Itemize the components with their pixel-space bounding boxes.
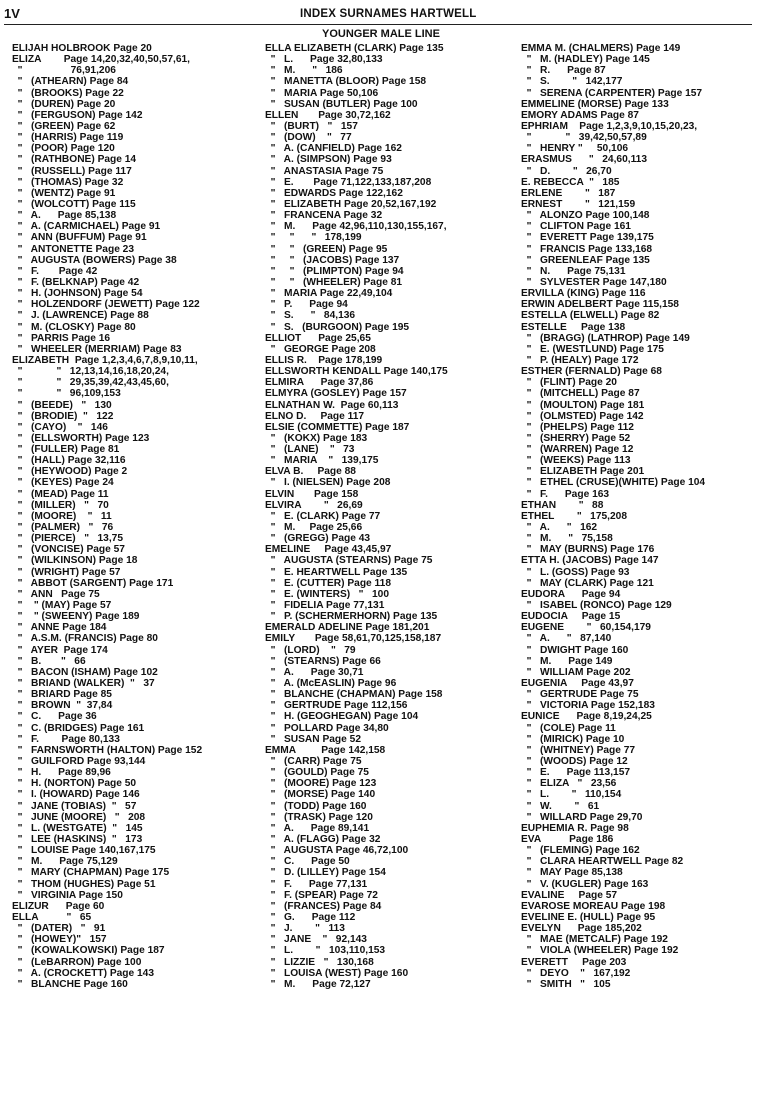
index-entry: E. REBECCA " 185 <box>521 176 620 188</box>
index-entry: ESTELLE Page 138 <box>521 321 626 333</box>
index-entry: " H. (JOHNSON) Page 54 <box>12 288 143 300</box>
index-entry: " (LORD) " 79 <box>265 644 356 656</box>
index-entry: " (POOR) Page 120 <box>12 143 115 155</box>
index-entry: " CLIFTON Page 161 <box>521 221 631 233</box>
index-entry: " MAE (METCALF) Page 192 <box>521 934 668 946</box>
index-entry: EUDOCIA Page 15 <box>521 611 621 623</box>
index-entry: " (FRANCES) Page 84 <box>265 900 382 912</box>
index-entry: " MARY (CHAPMAN) Page 175 <box>12 867 170 879</box>
index-entry: " MAY (CLARK) Page 121 <box>521 577 654 589</box>
index-entry: " " (SWEENY) Page 189 <box>12 611 140 623</box>
index-entry: " (WENTZ) Page 91 <box>12 187 116 199</box>
index-entry: " (SHERRY) Page 52 <box>521 432 631 444</box>
index-entry: " AUGUSTA Page 46,72,100 <box>265 845 409 857</box>
index-entry: " BRIAND (WALKER) " 37 <box>12 678 155 690</box>
index-entry: " MARIA Page 50,106 <box>265 87 379 99</box>
index-entry: EUDORA Page 94 <box>521 588 621 600</box>
index-entry: " ANASTASIA Page 75 <box>265 165 384 177</box>
index-entry: " A. Page 89,141 <box>265 822 370 834</box>
index-entry: " E. Page 113,157 <box>521 767 631 779</box>
index-entry: " BROWN " 37,84 <box>12 700 113 712</box>
index-entry: EMMELINE (MORSE) Page 133 <box>521 98 669 110</box>
index-entry: " M. Page 75,129 <box>12 856 118 868</box>
index-entry: " ANN (BUFFUM) Page 91 <box>12 232 147 244</box>
index-entry: " C. Page 50 <box>265 856 350 868</box>
index-entry: EMMA M. (CHALMERS) Page 149 <box>521 43 681 54</box>
index-entry: " H. (GEOGHEGAN) Page 104 <box>265 711 419 723</box>
index-entry: " (STEARNS) Page 66 <box>265 655 381 667</box>
index-entry: EVALINE Page 57 <box>521 889 618 901</box>
index-entry: " E. (WINTERS) " 100 <box>265 588 390 600</box>
index-entry: " LIZZIE " 130,168 <box>265 956 374 968</box>
index-entry: ETHEL " 175,208 <box>521 510 627 522</box>
index-entry: " (GOULD) Page 75 <box>265 767 369 779</box>
index-entry: " A. " 162 <box>521 522 598 534</box>
page-number: 1V <box>4 6 20 21</box>
index-entry: " " (PLIMPTON) Page 94 <box>265 265 404 277</box>
index-entry: " (ELLSWORTH) Page 123 <box>12 432 150 444</box>
index-entry: " E. (CLARK) Page 77 <box>265 510 381 522</box>
index-entry: " S. " 84,136 <box>265 310 356 322</box>
page-header: INDEX SURNAMES HARTWELL <box>300 8 477 20</box>
index-entry: " M. (CLOSKY) Page 80 <box>12 321 136 333</box>
index-entry: " A.S.M. (FRANCIS) Page 80 <box>12 633 158 645</box>
index-entry: " (GREGG) Page 43 <box>265 533 371 545</box>
index-entry: ELVA B. Page 88 <box>265 466 356 478</box>
index-entry: " A. Page 85,138 <box>12 210 117 222</box>
index-entry: " GREENLEAF Page 135 <box>521 254 650 266</box>
index-entry: ELSIE (COMMETTE) Page 187 <box>265 421 410 433</box>
index-entry: " A. (McEASLIN) Page 96 <box>265 678 397 690</box>
index-column-3 <box>521 43 760 990</box>
index-entry: " GUILFORD Page 93,144 <box>12 756 146 767</box>
index-entry: EMELINE Page 43,45,97 <box>265 544 392 556</box>
index-entry: " (DUREN) Page 20 <box>12 98 116 110</box>
index-entry: " WILLIAM Page 202 <box>521 666 631 678</box>
index-entry: " (ATHEARN) Page 84 <box>12 76 129 88</box>
index-entry: " (VONCISE) Page 57 <box>12 544 125 556</box>
index-entry: " POLLARD Page 34,80 <box>265 722 389 734</box>
index-entry: " " 39,42,50,57,89 <box>521 132 647 144</box>
index-entry: " (FLEMING) Page 162 <box>521 845 640 857</box>
index-entry: " (GREEN) Page 62 <box>12 120 116 132</box>
index-entry: " BLANCHE Page 160 <box>12 978 128 990</box>
index-entry: " DEYO " 167,192 <box>521 967 631 979</box>
index-entry: " (WOODS) Page 12 <box>521 756 628 767</box>
index-entry: " M. " 186 <box>265 65 343 77</box>
index-entry: " S. " 142,177 <box>521 76 623 88</box>
index-entry: ELVIRA " 26,69 <box>265 499 363 511</box>
index-entry: " SERENA (CARPENTER) Page 157 <box>521 87 703 99</box>
index-entry: " (MOULTON) Page 181 <box>521 399 645 411</box>
index-entry: " (MOORE) Page 123 <box>265 778 377 790</box>
index-entry: " AUGUSTA (BOWERS) Page 38 <box>12 254 177 266</box>
index-entry: " ELIZABETH Page 201 <box>521 466 645 478</box>
index-entry: ELNATHAN W. Page 60,113 <box>265 399 399 411</box>
index-entry: " " (GREEN) Page 95 <box>265 243 388 255</box>
index-entry: " (BEEDE) " 130 <box>12 399 112 411</box>
index-entry: " (FERGUSON) Page 142 <box>12 109 143 121</box>
index-entry: " ANNE Page 184 <box>12 622 107 634</box>
index-entry: " (WHITNEY) Page 77 <box>521 744 636 756</box>
index-entry: ELLEN Page 30,72,162 <box>265 109 391 121</box>
index-entry: " VIOLA (WHEELER) Page 192 <box>521 945 679 957</box>
index-entry: " FRANCENA Page 32 <box>265 210 383 222</box>
index-entry: " (OLMSTED) Page 142 <box>521 410 644 422</box>
index-entry: " (MITCHELL) Page 87 <box>521 388 640 400</box>
index-entry: " BRIARD Page 85 <box>12 689 112 701</box>
index-entry: " (RATHBONE) Page 14 <box>12 154 137 166</box>
index-entry: " FARNSWORTH (HALTON) Page 152 <box>12 744 203 756</box>
index-entry: " R. Page 87 <box>521 65 606 77</box>
index-entry: " JANE (TOBIAS) " 57 <box>12 800 137 812</box>
index-entry: " SUSAN Page 52 <box>265 733 361 745</box>
index-entry: " A. Page 30,71 <box>265 666 364 678</box>
index-entry: " FRANCIS Page 133,168 <box>521 243 653 255</box>
index-entry: " MAY Page 85,138 <box>521 867 623 879</box>
index-entry: " ANTONETTE Page 23 <box>12 243 135 255</box>
index-entry: " (BURT) " 157 <box>265 120 358 132</box>
index-entry: " (COLE) Page 11 <box>521 722 616 734</box>
index-entry: EVERETT Page 203 <box>521 956 627 968</box>
index-entry: " M. Page 149 <box>521 655 613 667</box>
index-entry: " LOUISE Page 140,167,175 <box>12 845 156 857</box>
index-entry: ELLA " 65 <box>12 911 92 923</box>
index-entry: " (FULLER) Page 81 <box>12 444 120 456</box>
index-entry: " L. (WESTGATE) " 145 <box>12 822 143 834</box>
index-entry: " A. (FLAGG) Page 32 <box>265 833 381 845</box>
index-entry: " JANE " 92,143 <box>265 934 367 946</box>
index-entry: " A. (CANFIELD) Page 162 <box>265 143 402 155</box>
index-entry: ESTHER (FERNALD) Page 68 <box>521 366 662 378</box>
index-entry: ELLIOT Page 25,65 <box>265 332 371 344</box>
index-entry: EVA Page 186 <box>521 833 614 845</box>
index-entry: ELIZUR Page 60 <box>12 900 105 912</box>
index-entry: EMILY Page 58,61,70,125,158,187 <box>265 633 442 645</box>
index-entry: EVELYN Page 185,202 <box>521 923 642 935</box>
index-entry: " M. Page 42,96,110,130,155,167, <box>265 221 447 233</box>
index-entry: " A. (SIMPSON) Page 93 <box>265 154 392 166</box>
index-entry: " GERTRUDE Page 112,156 <box>265 700 408 712</box>
index-entry: " M. " 75,158 <box>521 533 613 545</box>
index-entry: " " 29,35,39,42,43,45,60, <box>12 377 169 389</box>
index-entry: ERNEST " 121,159 <box>521 198 636 210</box>
index-entry: " M. Page 72,127 <box>265 978 371 990</box>
index-entry: " (WILKINSON) Page 18 <box>12 555 138 567</box>
index-entry: " A. (CARMICHAEL) Page 91 <box>12 221 161 233</box>
index-entry: " (THOMAS) Page 32 <box>12 176 124 188</box>
index-entry: " (HEYWOOD) Page 2 <box>12 466 128 478</box>
index-entry: ELLIS R. Page 178,199 <box>265 354 383 366</box>
index-entry: " (HOWEY)" 157 <box>12 934 107 946</box>
index-entry: " (HARRIS) Page 119 <box>12 132 124 144</box>
index-entry: " ABBOT (SARGENT) Page 171 <box>12 577 174 589</box>
index-entry: " (TODD) Page 160 <box>265 800 367 812</box>
index-entry: " (PIERCE) " 13,75 <box>12 533 124 545</box>
index-entry: " (MOORE) " 11 <box>12 510 112 522</box>
index-entry: " GEORGE Page 208 <box>265 343 376 355</box>
index-entry: " (TRASK) Page 120 <box>265 811 373 823</box>
index-entry: " HOLZENDORF (JEWETT) Page 122 <box>12 299 200 311</box>
index-entry: ERWIN ADELBERT Page 115,158 <box>521 299 679 311</box>
index-entry: " F. Page 42 <box>12 265 98 277</box>
index-entry: " E. HEARTWELL Page 135 <box>265 566 408 578</box>
index-entry: ELIZABETH Page 1,2,3,4,6,7,8,9,10,11, <box>12 354 198 366</box>
index-entry: ELVIN Page 158 <box>265 488 359 500</box>
index-entry: " (BRAGG) (LATHROP) Page 149 <box>521 332 690 344</box>
index-entry: " SMITH " 105 <box>521 978 611 990</box>
index-entry: " MAY (BURNS) Page 176 <box>521 544 655 556</box>
index-entry: " F. Page 80,133 <box>12 733 120 745</box>
index-entry: " MARIA " 139,175 <box>265 455 379 467</box>
index-entry: " F. (SPEAR) Page 72 <box>265 889 378 901</box>
index-entry: " E. Page 71,122,133,187,208 <box>265 176 432 188</box>
index-entry: " M. (HADLEY) Page 145 <box>521 54 650 66</box>
index-entry: ELMIRA Page 37,86 <box>265 377 374 389</box>
index-entry: " (FLINT) Page 20 <box>521 377 617 389</box>
index-entry: ERVILLA (KING) Page 116 <box>521 288 646 300</box>
index-entry: " J. (LAWRENCE) Page 88 <box>12 310 149 322</box>
index-entry: " (BROOKS) Page 22 <box>12 87 124 99</box>
index-entry: " ELIZA " 23,56 <box>521 778 617 790</box>
index-entry: " 76,91,206 <box>12 65 116 77</box>
index-entry: " (WRIGHT) Page 57 <box>12 566 121 578</box>
index-entry: " B. " 66 <box>12 655 86 667</box>
index-entry: " A. " 87,140 <box>521 633 612 645</box>
index-entry: " C. (BRIDGES) Page 161 <box>12 722 145 734</box>
index-entry: " (MEAD) Page 11 <box>12 488 109 500</box>
index-entry: ELMYRA (GOSLEY) Page 157 <box>265 388 407 400</box>
index-entry: " M. Page 25,66 <box>265 522 363 534</box>
index-entry: " AYER Page 174 <box>12 644 108 656</box>
index-entry: " SUSAN (BUTLER) Page 100 <box>265 98 418 110</box>
index-entry: " (BRODIE) " 122 <box>12 410 114 422</box>
index-column-2 <box>265 43 515 990</box>
index-entry: ERASMUS " 24,60,113 <box>521 154 648 166</box>
index-entry: " V. (KUGLER) Page 163 <box>521 878 649 890</box>
index-entry: " (WEEKS) Page 113 <box>521 455 631 467</box>
index-entry: " W. " 61 <box>521 800 600 812</box>
index-entry: EMERALD ADELINE Page 181,201 <box>265 622 430 634</box>
index-entry: " (DOW) " 77 <box>265 132 352 144</box>
index-entry: " D. " 26,70 <box>521 165 612 177</box>
index-entry: " N. Page 75,131 <box>521 265 626 277</box>
index-entry: " D. (LILLEY) Page 154 <box>265 867 386 879</box>
index-entry: " BACON (ISHAM) Page 102 <box>12 666 158 678</box>
index-entry: " " " 178,199 <box>265 232 362 244</box>
index-entry: " " (MAY) Page 57 <box>12 600 112 612</box>
index-entry: " (MORSE) Page 140 <box>265 789 376 801</box>
index-entry: " F. (BELKNAP) Page 42 <box>12 276 140 288</box>
index-entry: " WHEELER (MERRIAM) Page 83 <box>12 343 182 355</box>
index-entry: " A. (CROCKETT) Page 143 <box>12 967 155 979</box>
index-column-1 <box>12 43 262 990</box>
index-entry: EVELINE E. (HULL) Page 95 <box>521 911 656 923</box>
index-entry: " VICTORIA Page 152,183 <box>521 700 655 712</box>
index-entry: " P. Page 94 <box>265 299 348 311</box>
index-entry: " (PHELPS) Page 112 <box>521 421 634 433</box>
index-entry: " G. Page 112 <box>265 911 356 923</box>
index-entry: " ETHEL (CRUSE)(WHITE) Page 104 <box>521 477 706 489</box>
index-entry: " (KEYES) Page 24 <box>12 477 114 489</box>
index-entry: " HENRY " 50,106 <box>521 143 629 155</box>
index-entry: " PARRIS Page 16 <box>12 332 111 344</box>
index-entry: " (HALL) Page 32,116 <box>12 455 126 467</box>
index-entry: " " 96,109,153 <box>12 388 121 400</box>
index-entry: " (PALMER) " 76 <box>12 522 114 534</box>
section-subheader: YOUNGER MALE LINE <box>322 28 440 40</box>
index-entry: " DWIGHT Page 160 <box>521 644 629 656</box>
index-entry: " P. (SCHERMERHORN) Page 135 <box>265 611 438 623</box>
index-entry: ESTELLA (ELWELL) Page 82 <box>521 310 660 322</box>
index-entry: " CLARA HEARTWELL Page 82 <box>521 856 684 868</box>
index-entry: " L. " 103,110,153 <box>265 945 386 957</box>
index-entry: " AUGUSTA (STEARNS) Page 75 <box>265 555 433 567</box>
index-entry: EMMA Page 142,158 <box>265 744 386 756</box>
index-entry: " L. Page 32,80,133 <box>265 54 383 66</box>
index-entry: " JUNE (MOORE) " 208 <box>12 811 146 823</box>
index-entry: " (CAYO) " 146 <box>12 421 108 433</box>
index-entry: " " (WHEELER) Page 81 <box>265 276 403 288</box>
index-entry: " ANN Page 75 <box>12 588 100 600</box>
index-entry: " LOUISA (WEST) Page 160 <box>265 967 409 979</box>
index-entry: " E. (WESTLUND) Page 175 <box>521 343 664 355</box>
index-entry: " C. Page 36 <box>12 711 97 723</box>
index-entry: " (RUSSELL) Page 117 <box>12 165 132 177</box>
index-entry: " F. Page 77,131 <box>265 878 368 890</box>
index-entry: " F. Page 163 <box>521 488 610 500</box>
index-entry: EVAROSE MOREAU Page 198 <box>521 900 666 912</box>
index-entry: " (LeBARRON) Page 100 <box>12 956 142 968</box>
index-entry: " ELIZABETH Page 20,52,167,192 <box>265 198 437 210</box>
index-entry: ELIZA Page 14,20,32,40,50,57,61, <box>12 54 191 66</box>
index-entry: " (CARR) Page 75 <box>265 756 362 767</box>
index-entry: " EDWARDS Page 122,162 <box>265 187 403 199</box>
index-entry: EUGENE " 60,154,179 <box>521 622 651 634</box>
index-entry: " L. (GOSS) Page 93 <box>521 566 630 578</box>
index-entry: " H. (NORTON) Page 50 <box>12 778 137 790</box>
index-entry: " J. " 113 <box>265 923 345 935</box>
index-entry: " THOM (HUGHES) Page 51 <box>12 878 156 890</box>
index-entry: " (LANE) " 73 <box>265 444 355 456</box>
index-entry: " S. (BURGOON) Page 195 <box>265 321 410 333</box>
index-entry: " (DATER) " 91 <box>12 923 106 935</box>
index-entry: " LEE (HASKINS) " 173 <box>12 833 143 845</box>
index-entry: EMORY ADAMS Page 87 <box>521 109 639 121</box>
index-entry: " ISABEL (RONCO) Page 129 <box>521 600 672 612</box>
index-entry: " FIDELIA Page 77,131 <box>265 600 385 612</box>
index-entry: ELIJAH HOLBROOK Page 20 <box>12 43 152 54</box>
index-entry: " GERTRUDE Page 75 <box>521 689 639 701</box>
index-entry: " (KOKX) Page 183 <box>265 432 368 444</box>
index-entry: " H. Page 89,96 <box>12 767 111 779</box>
index-entry: " (WARREN) Page 12 <box>521 444 634 456</box>
index-entry: " E. (CUTTER) Page 118 <box>265 577 391 589</box>
index-entry: " (WOLCOTT) Page 115 <box>12 198 136 210</box>
index-entry: EUPHEMIA R. Page 98 <box>521 822 629 834</box>
index-entry: " L. " 110,154 <box>521 789 622 801</box>
index-entry: " MARIA Page 22,49,104 <box>265 288 393 300</box>
index-entry: ELLSWORTH KENDALL Page 140,175 <box>265 366 448 378</box>
index-entry: " (MIRICK) Page 10 <box>521 733 625 745</box>
index-entry: " WILLARD Page 29,70 <box>521 811 643 823</box>
index-entry: EUNICE Page 8,19,24,25 <box>521 711 652 723</box>
index-entry: EUGENIA Page 43,97 <box>521 678 634 690</box>
index-entry: " MANETTA (BLOOR) Page 158 <box>265 76 427 88</box>
index-entry: EPHRIAM Page 1,2,3,9,10,15,20,23, <box>521 120 698 132</box>
index-entry: " VIRGINIA Page 150 <box>12 889 123 901</box>
index-entry: " P. (HEALY) Page 172 <box>521 354 639 366</box>
index-entry: " " (JACOBS) Page 137 <box>265 254 400 266</box>
index-entry: " ALONZO Page 100,148 <box>521 210 650 222</box>
index-entry: " EVERETT Page 139,175 <box>521 232 654 244</box>
index-entry: " I. (HOWARD) Page 146 <box>12 789 140 801</box>
index-entry: " BLANCHE (CHAPMAN) Page 158 <box>265 689 443 701</box>
index-entry: " (MILLER) " 70 <box>12 499 109 511</box>
index-entry: ETTA H. (JACOBS) Page 147 <box>521 555 659 567</box>
index-entry: ETHAN " 88 <box>521 499 604 511</box>
index-entry: " " 12,13,14,16,18,20,24, <box>12 366 169 378</box>
index-entry: " I. (NIELSEN) Page 208 <box>265 477 391 489</box>
index-entry: " SYLVESTER Page 147,180 <box>521 276 667 288</box>
index-entry: ERLENE " 187 <box>521 187 616 199</box>
index-entry: ELNO D. Page 117 <box>265 410 365 422</box>
index-entry: " (KOWALKOWSKI) Page 187 <box>12 945 165 957</box>
index-entry: ELLA ELIZABETH (CLARK) Page 135 <box>265 43 444 54</box>
header-rule <box>4 24 752 25</box>
